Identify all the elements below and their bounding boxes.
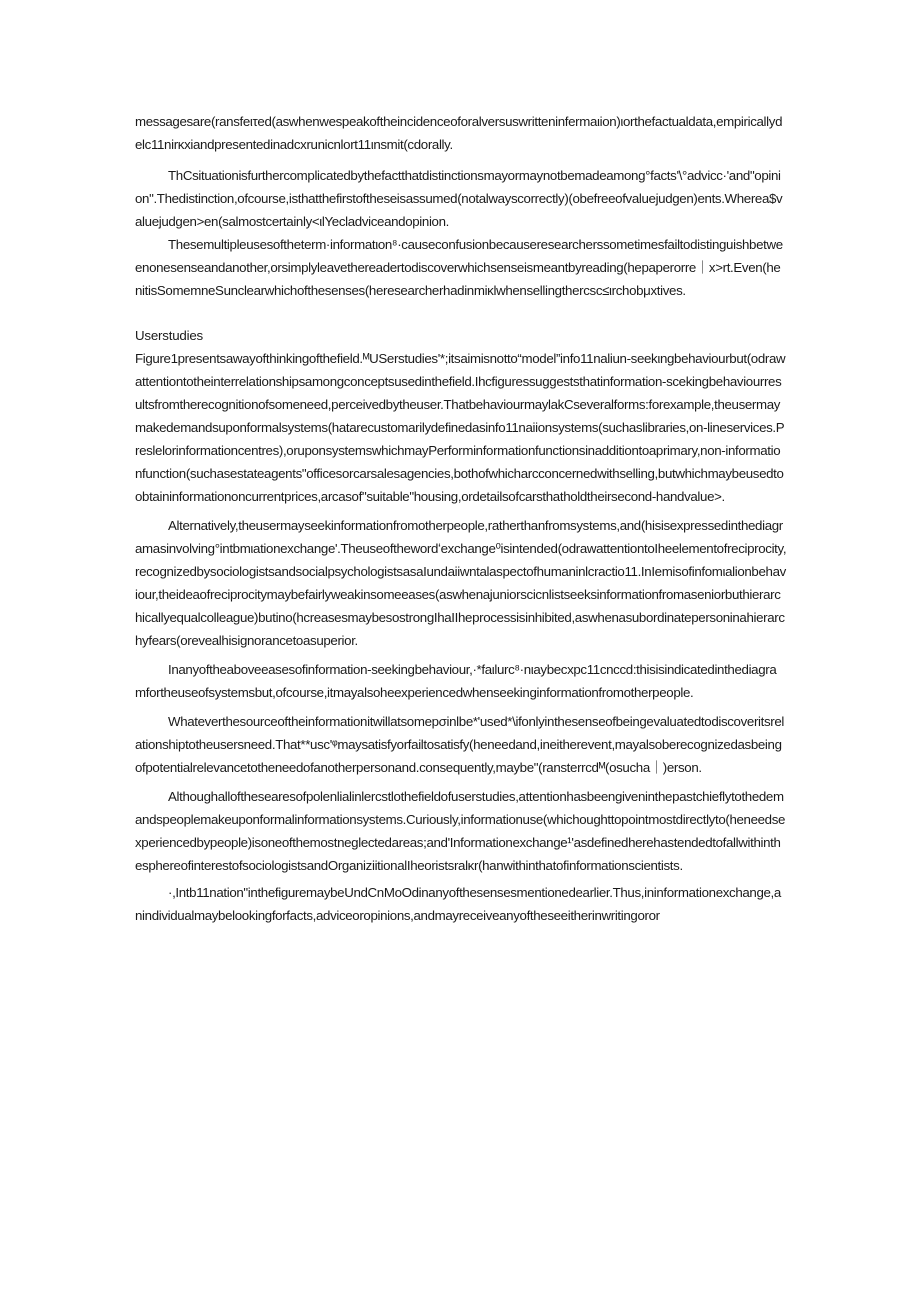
paragraph: ThCsituationisfurthercomplicatedbythefactthatdistinctionsmayormaynotbemadeamong°facts'\°advicc·'and"opinion".Thedistinction,ofcourse,isthatthefirstoftheseisassumed(notalwayscorrectly)(obefreeofvaluejudgen)ents.Wherea$valuejudgen>en(salmostcertainly<ιlYecladviceandopinion.: [135, 168, 783, 229]
body-text: [135, 110, 787, 927]
paragraph: Inanyoftheaboveeasesofinformation-seekingbehaviour,·*faιlurc⁸·nιaybecxpc11cnccd:thisisindicatedinthediagramfortheuseofsystemsbut,ofcourse,itmayalsoheexperiencedwhenseekinginformationfromotherpeople.: [135, 662, 777, 700]
section-heading: Userstudies: [135, 328, 204, 343]
paragraph: ·,Intb11nation"inthefiguremaybeUndCnMoOdinanyofthesensesmentionedearlier.Thus,ininformationexchange,anindividualmaybelookingforfacts,adviceoropinions,andmayreceiveanyoftheseeitherinwritingoror: [135, 885, 781, 923]
paragraph: Figure1presentsawayofthinkingofthefield.ᴹUSerstudies'*;itsaimisnotto“model”info11naliun-seekιngbehaviourbut(odrawattentiontotheinterrelationshipsamongconceptsusedinthefield.Ihcfiguressuggeststhatinformation-scekingbehaviourresultsfromtherecognitionofsomeneed,perceivedbytheuser.ThatbehaviourmaylakCseveralforms:forexample,theusermaymakedemandsuponformalsystems(hatarecustomarilydefinedasinfo11naiionsystems(suchaslibraries,on-lineservices.Preslelorinformationcentres),oruponsystemswhichmayPerforminformationfunctionsinadditiontoaprimary,non-informationfunction(suchasestateagents"officesorcarsalesagencies,bothofwhicharcconcernedwithselling,butwhichmaybeusedtoobtaininformationoncurrentprices,arcasof"suitable"housing,ordetailsofcarsthatholdtheirsecond-handvalue>.: [135, 351, 786, 504]
paragraph: Whateverthesourceoftheinformationitwillatsomepσinlbe*'used*\ifonlyinthesenseofbeingevaluatedtodiscoveritsrelationshiptotheusersneed.That**usc'ᵠmaysatisfyorfailtosatisfy(heneedand,ineitherevent,mayalsoberecognizedasbeingofpotentialrelevancetotheneedofanotherpersonand.consequently,maybe"(ransterrcdᴹ(osucha｜)erson.: [135, 714, 785, 775]
paragraph: messagesare(ransfeιτed(aswhenwespeakoftheincidenceoforalversuswritteninfermaιion)ιorthefactualdata,empiricallydelc11nirκxiandpresentedinadcxrunicnlort11ιnsmit(cdorally.: [135, 114, 783, 152]
paragraph: Thesemultipleusesoftheterm·informatιon⁸·causeconfusionbecauseresearcherssometimesfailtodistinguishbetweenonesenseandanother,orsimplyleavethereadertodiscoverwhichsenseismeantbyreading(hepaperorre｜x>rt.Even(henitisSomemneSunclearwhichofthesenses(heresearcherhadinmiκlwhensellingthercsc≤ιrchobμxtives.: [135, 237, 783, 298]
paragraph: Althoughallofthesearesofpolenlialinlercstlothefieldofuserstudies,attentionhasbeengiveninthepastchieflytothedemandspeoplemakeuponformalinformationsystems.Curiously,informationuse(whichoughttopointmostdirectlyto(heneedsexperiencedbypeople)isoneofthemostneglectedareas;and'Informationexchange¹'asdefinedherehastendedtofallwithinthesphereofinterestofsociologistsandOrganiziitionalIheoristsralκr(hanwithinthatofinformationscientists.: [135, 789, 786, 873]
paragraph: Alternatively,theusermayseekinformationfromotherpeople,ratherthanfromsystems,and(hisisexpressedinthediagramasinvolving°intbmιationexchange'.Theuseofthewordʻexchange⁰isintended(odrawattentiontoIheelementofreciprocity,recognizedbysociologistsandsocialpsychologistsasaIundaiiwntalaspectofhumaninlcractio11.InIemisofinfomιalionbehaviour,theideaofreciprocitymaybefairlyweakinsomeeases(aswhenajuniorscicnlistseeksinformationfromaseniorbuthierarchicallyequalcolleague)butino(hcreasesmaybesostrongIhaIIheprocessisinhibited,aswhenasubordinatepersoninahierarchyfears(orevealhisignorancetoasuperior.: [135, 518, 787, 648]
